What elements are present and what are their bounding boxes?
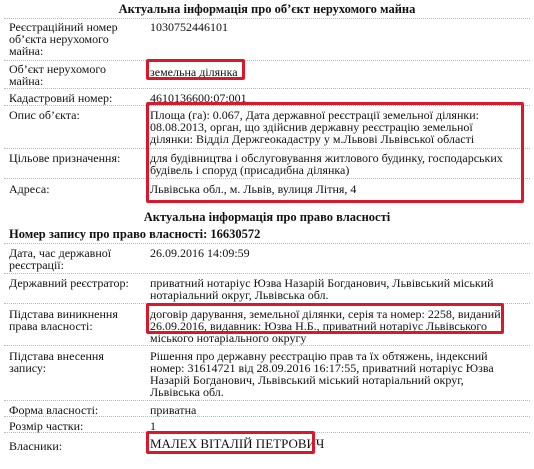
value-line: 08.08.2013, орган, що здійснив державну реєстрацію земельної — [150, 120, 473, 134]
ownership-section-title: Актуальна інформація про право власності — [143, 210, 391, 224]
registrar-value — [150, 277, 528, 301]
label-line: Підстава виникнення — [9, 307, 118, 321]
row-divider — [4, 148, 530, 149]
label-line: запису: — [9, 361, 47, 375]
value-line: Площа (га): 0.067, Дата державної реєстрації земельної ділянки: — [150, 108, 479, 122]
registration-date-value: 26.09.2016 14:09:59 — [150, 246, 250, 260]
value-line: приватний нотаріус Юзва Назарій Богданович, Львівський міський — [150, 276, 494, 290]
value-line: Назарій Богданович, Львівський міський нотаріальний округ, — [150, 373, 464, 387]
label-line: об’єкта нерухомого — [9, 32, 109, 46]
label-line: реєстрації: — [9, 258, 64, 272]
registration-number-label — [9, 21, 139, 57]
value-line: 26.09.2016, видавник: Юзва Н.Б., приватний нотаріус Львівського — [150, 319, 488, 333]
value-line: ділянки: Відділ Держгеокадастру у м.Львові Львівської області — [150, 132, 475, 146]
address-value: Львівська обл., м. Львів, вулиця Літня, 4 — [150, 182, 357, 196]
value-line: номер: 31614721 від 28.09.2016 16:17:55, приватний нотаріус Юзва — [150, 361, 494, 375]
cadastral-number-value: 4610136600:07:001 — [150, 91, 247, 105]
cadastral-number-label: Кадастровий номер: — [9, 91, 113, 105]
object-type-value: земельна ділянка — [150, 65, 238, 79]
description-value — [150, 109, 528, 145]
registrar-label: Державний реєстратор: — [9, 276, 129, 290]
value-line: Рішення про державну реєстрацію прав та їх обтяжень, індексний — [150, 349, 488, 363]
row-divider — [4, 60, 530, 61]
owners-value: МАЛЕХ ВІТАЛІЙ ПЕТРОВИЧ — [150, 436, 325, 451]
label-line: майна: — [9, 74, 44, 88]
record-number-value: 16630572 — [210, 227, 261, 241]
row-divider — [4, 400, 530, 401]
row-divider — [4, 88, 530, 89]
record-number-label: Номер запису про право власності: — [9, 227, 208, 241]
ownership-basis-label — [9, 308, 139, 332]
purpose-label: Цільове призначення: — [9, 151, 121, 165]
row-divider — [4, 18, 530, 19]
row-divider — [4, 273, 530, 274]
value-line: Львівська обл. — [150, 385, 224, 399]
share-size-label: Розмір частки: — [9, 419, 84, 433]
value-line: для будівництва і обслуговування житлового будинку, господарських — [150, 151, 503, 165]
ownership-form-label: Форма власності: — [9, 403, 99, 417]
row-divider — [4, 178, 530, 179]
label-line: майна: — [9, 44, 44, 58]
ownership-form-value: приватна — [150, 403, 197, 417]
property-section-title: Актуальна інформація про об’єкт нерухомого майна — [118, 2, 416, 16]
value-line: міського нотаріального округу — [150, 331, 307, 345]
share-size-value: 1 — [150, 419, 156, 433]
registration-number-value: 1030752446101 — [150, 20, 228, 34]
object-type-label — [9, 63, 139, 87]
address-label: Адреса: — [9, 182, 50, 196]
row-divider — [4, 303, 530, 304]
row-divider — [4, 345, 530, 346]
label-line: Дата, час державної — [9, 246, 112, 260]
registration-date-label — [9, 247, 139, 271]
purpose-value — [150, 152, 528, 176]
entry-basis-value — [150, 350, 528, 398]
row-divider — [4, 105, 530, 106]
owners-label: Власники: — [9, 439, 63, 453]
value-line: нотаріальний округ, Львівська обл. — [150, 288, 329, 302]
description-label: Опис об’єкта: — [9, 108, 80, 122]
label-line: Реєстраційний номер — [9, 20, 118, 34]
entry-basis-label — [9, 350, 139, 374]
value-line: будівель і споруд (присадибна ділянка) — [150, 163, 350, 177]
row-divider — [4, 243, 530, 244]
ownership-basis-value — [150, 308, 528, 344]
record-number-heading — [9, 227, 260, 242]
row-divider — [4, 432, 530, 433]
label-line: права власності: — [9, 319, 93, 333]
label-line: Підстава внесення — [9, 349, 104, 363]
label-line: Об’єкт нерухомого — [9, 62, 106, 76]
value-line: договір дарування, земельної ділянки, серія та номер: 2258, виданий — [150, 307, 501, 321]
row-divider — [4, 416, 530, 417]
